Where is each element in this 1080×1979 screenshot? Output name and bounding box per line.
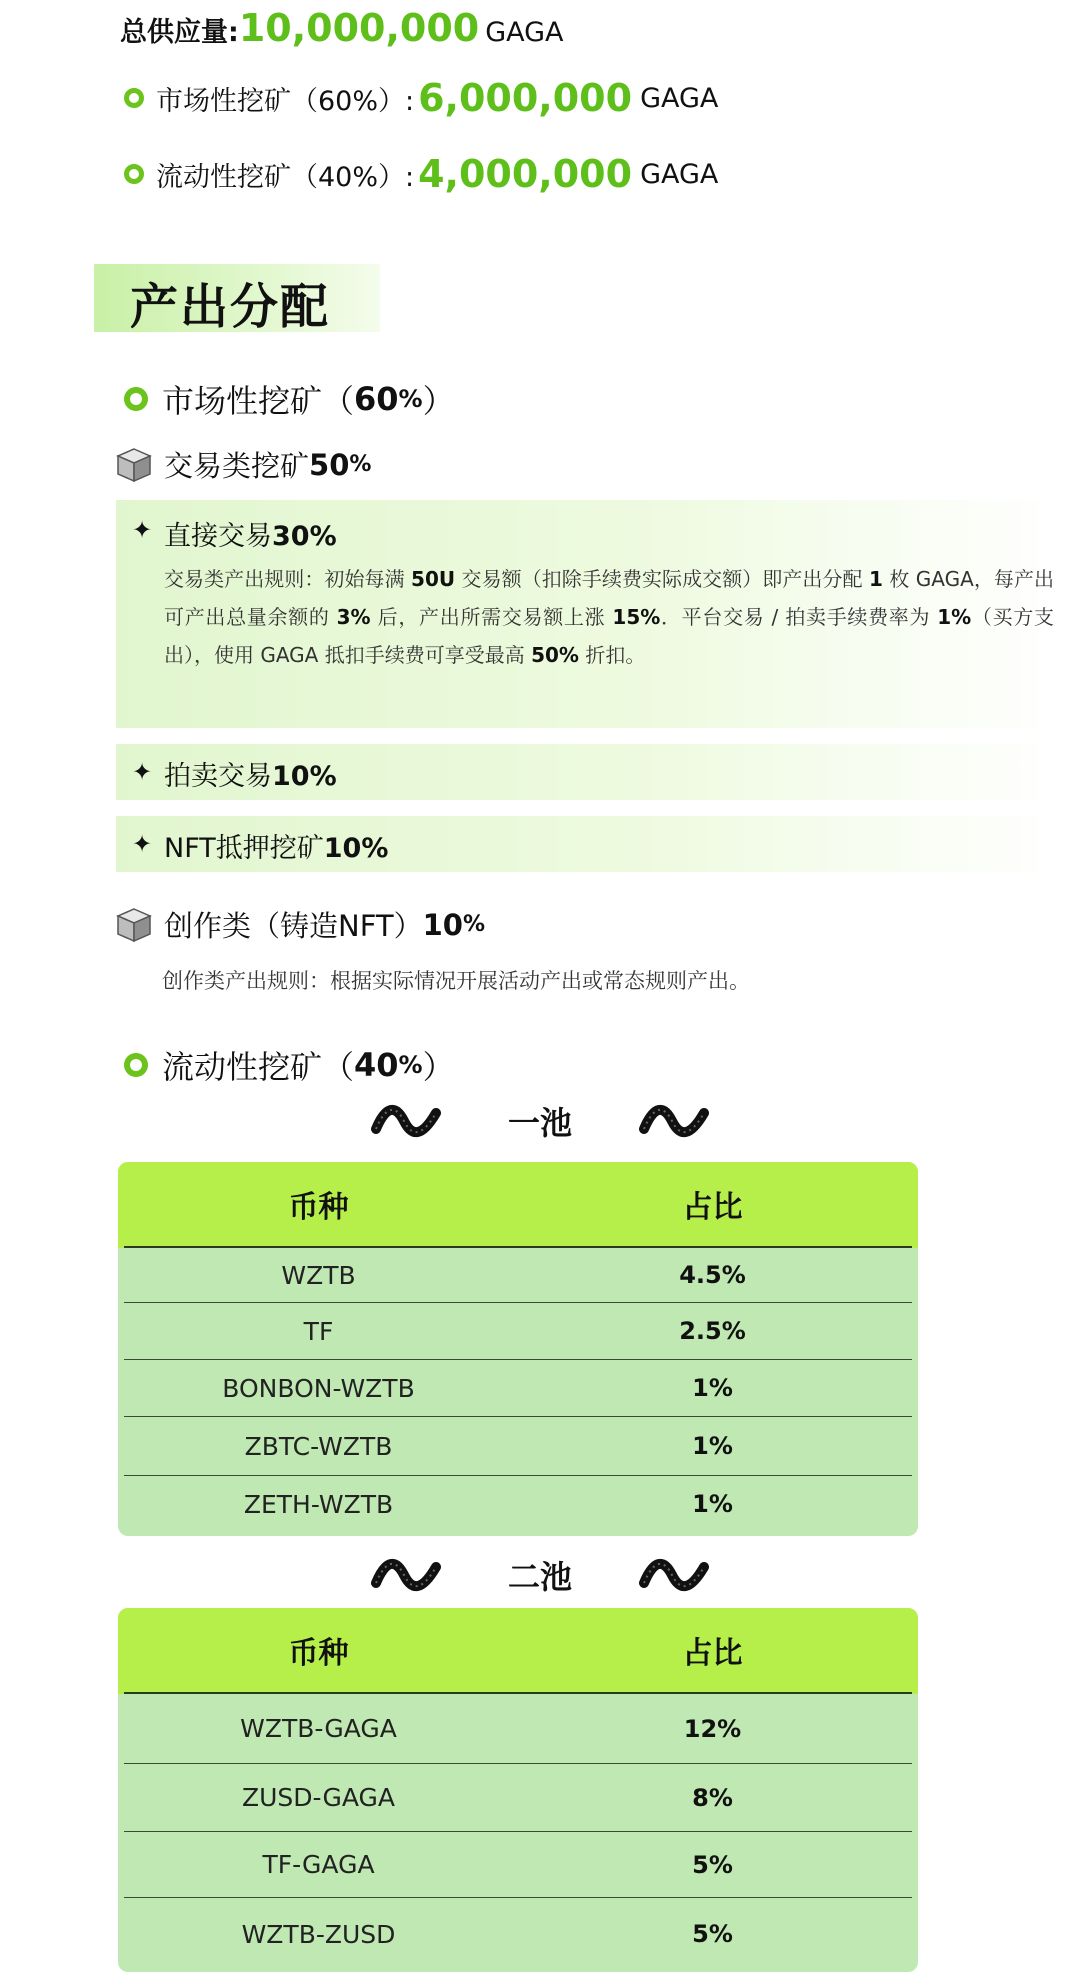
direct-trade-panel	[116, 500, 1060, 728]
market-mining-heading: 市场性挖矿（ 60 % ）	[124, 376, 455, 422]
section-title: 产出分配	[130, 279, 331, 335]
total-supply-amount: 10,000,000	[238, 6, 480, 50]
wave-icon	[370, 1103, 442, 1139]
auction-trade-panel	[116, 744, 1060, 800]
auction-trade-title: 拍卖交易10%	[164, 761, 337, 792]
table-header	[124, 1608, 912, 1694]
allocation-label: 市场性挖矿（60%）:	[156, 85, 415, 117]
cube-icon	[114, 445, 154, 485]
bullet-ring-icon	[124, 164, 144, 184]
table-row: BONBON-WZTB 1%	[124, 1360, 912, 1417]
sparkle-icon: ✦	[132, 758, 153, 786]
table-row: ZBTC-WZTB 1%	[124, 1417, 912, 1476]
pool-1-table	[118, 1162, 918, 1536]
trade-mining-title: 交易类挖矿	[164, 449, 310, 483]
table-header	[124, 1162, 912, 1248]
allocation-amount: 4,000,000	[418, 152, 633, 196]
header-coin: 币种	[288, 1190, 349, 1225]
create-rule-text: 创作类产出规则：根据实际情况开展活动产出或常态规则产出。	[162, 969, 750, 993]
create-mining-title: 创作类（铸造NFT）	[164, 909, 423, 943]
pool-name: 二池	[507, 1558, 572, 1596]
pool-name: 一池	[507, 1104, 572, 1142]
direct-trade-title: 直接交易30%	[164, 521, 337, 552]
allocation-amount: 6,000,000	[418, 76, 633, 120]
header-ratio: 占比	[682, 1190, 743, 1225]
section-heading	[94, 264, 380, 335]
table-row: TF-GAGA 5%	[124, 1832, 912, 1898]
nft-staking-title: NFT抵押挖矿10%	[164, 833, 389, 864]
total-supply-label: 总供应量:	[120, 17, 239, 48]
allocation-liquidity	[124, 152, 718, 196]
table-row: ZETH-WZTB 1%	[243, 1489, 733, 1519]
trade-rule-text: 交易类产出规则：初始每满 50U 交易额（扣除手续费实际成交额）即产出分配 1 枚 GAGA，每产出可产出总量余额的 3% 后，产出所需交易额上涨 15%．平台交易 / 拍卖手续费率为 1%（买方支出），使用 GAGA 抵扣手续费可享受最高 50% 折扣。	[164, 567, 1055, 667]
nft-staking-panel	[116, 816, 1060, 872]
allocation-unit: GAGA	[640, 158, 719, 190]
pool-1-title	[370, 1094, 710, 1148]
allocation-unit: GAGA	[640, 82, 719, 114]
header-coin: 币种	[288, 1636, 349, 1671]
total-supply-unit: GAGA	[485, 17, 564, 48]
pool-2-table	[118, 1608, 918, 1972]
table-row: WZTB-GAGA 12%	[124, 1694, 912, 1764]
wave-icon	[638, 1103, 710, 1139]
wave-icon	[370, 1557, 442, 1593]
trade-mining-heading: 交易类挖矿 50 %	[114, 444, 371, 485]
total-supply	[120, 6, 564, 50]
sparkle-icon: ✦	[132, 830, 153, 858]
bullet-ring-icon	[124, 1053, 148, 1077]
bullet-ring-icon	[124, 387, 148, 411]
table-row: WZTB-ZUSD 5%	[241, 1919, 733, 1949]
bullet-ring-icon	[124, 88, 144, 108]
table-row: WZTB 4.5%	[124, 1248, 912, 1303]
sparkle-icon: ✦	[132, 516, 153, 544]
create-mining-heading: 创作类（铸造NFT） 10 %	[114, 904, 485, 945]
header-ratio: 占比	[682, 1636, 743, 1671]
pool-2-title	[370, 1548, 710, 1602]
cube-icon	[114, 905, 154, 945]
allocation-label: 流动性挖矿（40%）:	[156, 161, 415, 193]
allocation-market	[124, 76, 718, 120]
table-row: ZUSD-GAGA 8%	[124, 1764, 912, 1832]
wave-icon	[638, 1557, 710, 1593]
liquidity-mining-heading: 流动性挖矿（ 40 % ）	[124, 1042, 455, 1088]
table-row: TF 2.5%	[124, 1303, 912, 1360]
